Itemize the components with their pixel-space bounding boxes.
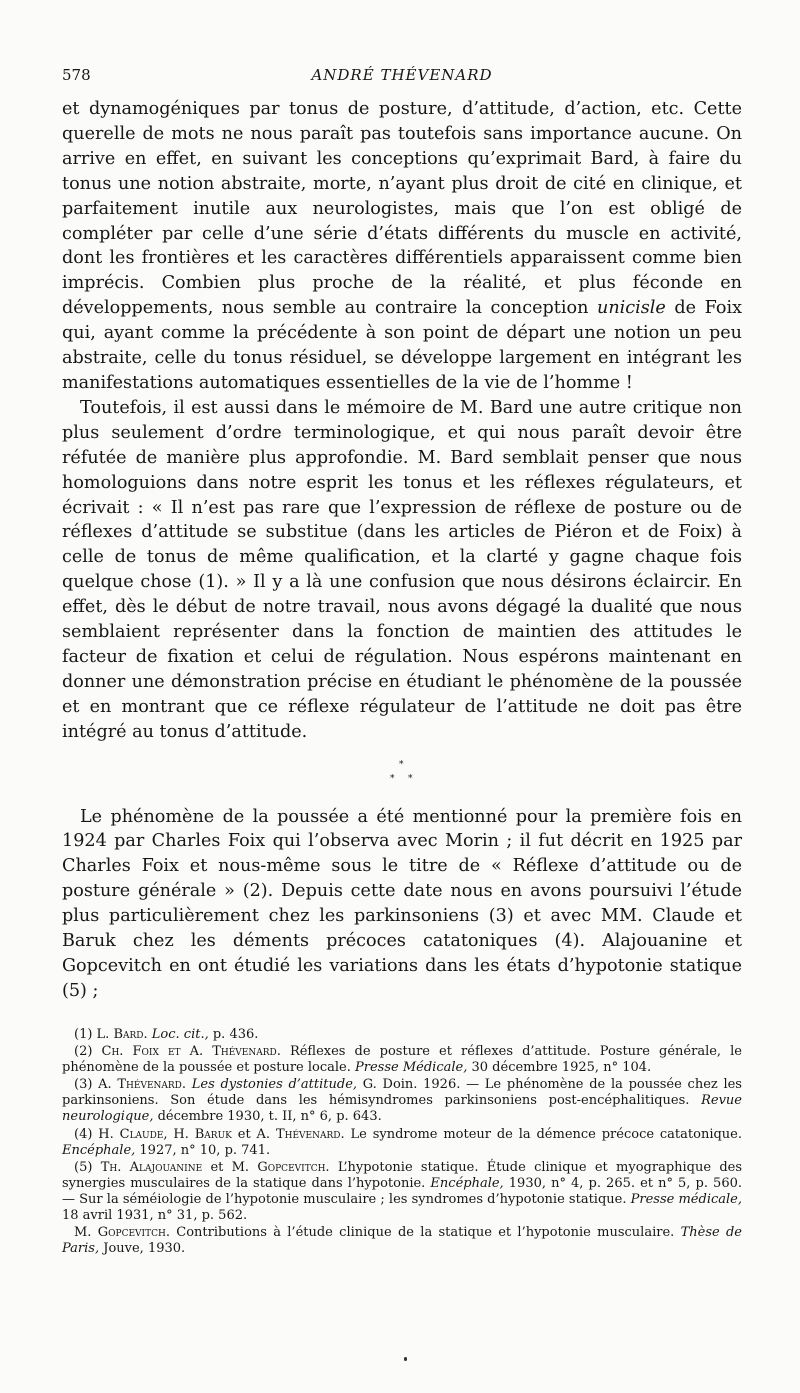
paragraph-3: Le phénomène de la poussée a été mentionné pour la première fois en 1924 par Charles Foix qui l’observa avec Morin ; il fut décrit en 1925 par Charles Foix et nous-même sous le titre de « Réflexe d’attitude ou de posture générale » (2). Depuis cette date nous en avons poursuivi l’étude plus particulièrement chez les parkinsoniens (3) et avec MM. Claude et Baruk chez les déments précoces catatoniques (4). Alajouanine et Gopcevitch en ont étudié les variations dans les états d’hypotonie statique (5) ; [62,806,742,1001]
italic-term: unicisle [596,298,666,319]
separator-star: * [408,773,413,784]
page-header [62,66,742,88]
footnote-4: (4) H. Claude, H. Baruk et A. Thévenard. Le syndrome moteur de la démence précoce catatonique. Encéphale, 1927, n° 10, p. 741. [62,1126,743,1158]
paragraph-1: et dynamogéniques par tonus de posture, d’attitude, d’action, etc. Cette querelle de mots ne nous paraît pas toutefois sans importance aucune. On arrive en effet, en suivant les conceptions qu’exprimait Bard, à faire du tonus une notion abstraite, morte, n’ayant plus droit de cité en clinique, et parfaitement inutile aux neurologistes, mais que l’on est obligé de compléter par celle d’une série d’états différents du muscle en activité, dont les frontières et les caractères différentiels apparaissent comme bien imprécis. Combien plus proche de la réalité, et plus féconde en développements, nous semble au contraire la conception unicisle de Foix qui, ayant comme la précédente à son point de départ une notion un peu abstraite, celle du tonus résiduel, se développe largement en intégrant les manifestations automatiques essentielles de la vie de l’homme ! [62,99,743,393]
paragraph-2: Toutefois, il est aussi dans le mémoire de M. Bard une autre critique non plus seulement d’ordre terminologique, et qui nous paraît devoir être réfutée de manière plus approfondie. M. Bard semblait penser que nous homologuions dans notre esprit les tonus et les réflexes régulateurs, et écrivait : « Il n’est pas rare que l’expression de réflexe de posture ou de réflexes d’attitude se substitue (dans les articles de Piéron et de Foix) à celle de tonus de même qualification, et la clarté y gagne chaque fois quelque chose (1). » Il y a là une confusion que nous désirons éclaircir. En effet, dès le début de notre travail, nous avons dégagé la dualité que nous semblaient représenter dans la fonction de maintien des attitudes le facteur de fixation et celui de régulation. Nous espérons maintenant en donner une démonstration précise en étudiant le phénomène de la poussée et en montrant que ce réflexe régulateur de l’attitude ne doit pas être intégré au tonus d’attitude. [62,397,742,742]
footnotes [62,1027,742,1258]
footnote-1: (1) L. Bard. Loc. cit., p. 436. [74,1027,259,1042]
separator-star: * [390,773,395,784]
footnote-3: (3) A. Thévenard. Les dystonies d’attitude, G. Doin. 1926. — Le phénomène de la poussée chez les parkinsoniens. Son étude dans les hémisyndromes parkinsoniens post-encéphalitiques. Revue neurologique, décembre 1930, t. II, n° 6, p. 643. [62,1077,742,1125]
main-text [62,97,742,1004]
section-separator [62,745,742,805]
page-speck [404,1357,407,1361]
footnote-6: M. Gopcevitch. Contributions à l’étude clinique de la statique et l’hypotonie musculaire. Thèse de Paris, Jouve, 1930. [62,1225,742,1257]
separator-star: * [399,759,404,770]
footnote-5: (5) Th. Alajouanine et M. Gopcevitch. L’hypotonie statique. Étude clinique et myographique des synergies musculaires de la statique dans l’hypotonie. Encéphale, 1930, n° 4, p. 265. et n° 5, p. 560. — Sur la séméiologie de l’hypotonie musculaire ; les syndromes d’hypotonie statique. Presse médicale, 18 avril 1931, n° 31, p. 562. [62,1159,743,1224]
running-title: ANDRÉ THÉVENARD [311,66,493,84]
page-number: 578 [62,66,91,84]
footnote-2: (2) Ch. Foix et A. Thévenard. Réflexes de posture et réflexes d’attitude. Posture générale, le phénomène de la poussée et posture locale. Presse Médicale, 30 décembre 1925, n° 104. [62,1044,742,1076]
